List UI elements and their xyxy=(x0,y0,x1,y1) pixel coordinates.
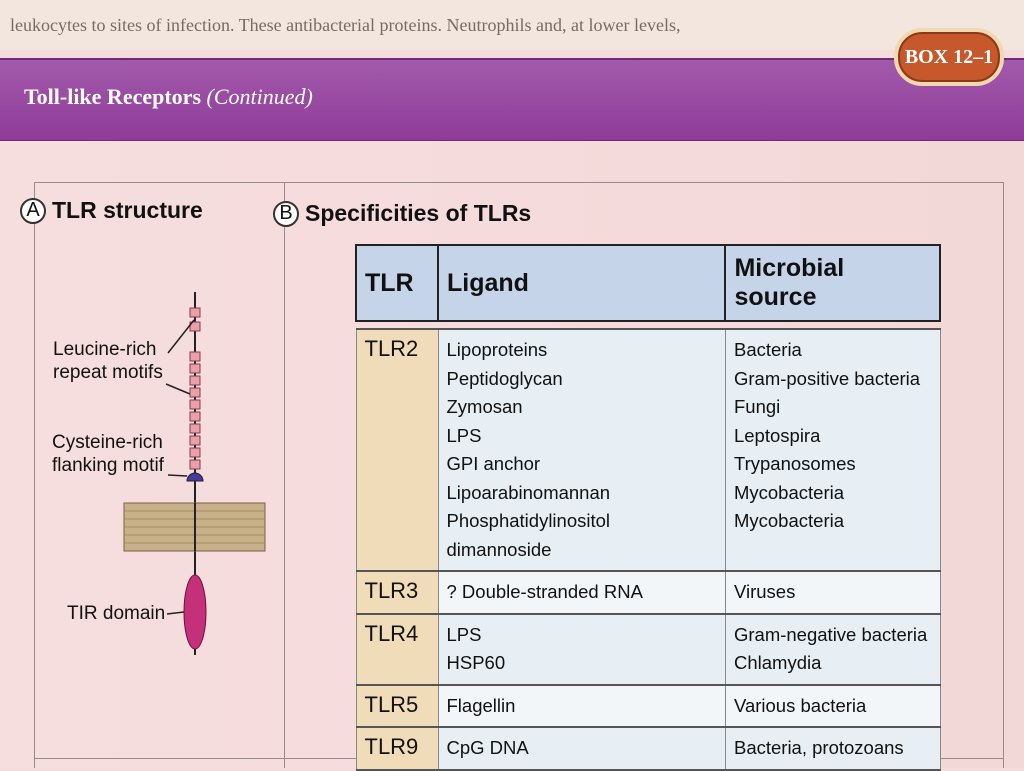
source-cell: Bacteria, protozoans xyxy=(725,727,940,770)
tlr-cell: TLR9 xyxy=(356,727,438,770)
tlr-cell: TLR3 xyxy=(356,571,438,614)
cysteine-motif xyxy=(187,473,203,481)
ligand-cell: ? Double-stranded RNA xyxy=(438,571,725,614)
panel-b-heading xyxy=(273,200,531,227)
ligand-cell: Flagellin xyxy=(438,685,725,728)
ligand-cell: LPS HSP60 xyxy=(438,614,725,685)
ligand-cell: Lipoproteins Peptidoglycan Zymosan LPS GPI anchor Lipoarabinomannan Phosphatidylinositol dimannoside xyxy=(438,329,725,571)
panel-b-title: Specificities of TLRs xyxy=(305,200,532,226)
tlr-cell: TLR2 xyxy=(356,329,438,571)
tir-domain-label: TIR domain xyxy=(67,603,166,624)
source-cell: Gram-negative bacteria Chlamydia xyxy=(725,614,940,685)
source-cell: Bacteria Gram-positive bacteria Fungi Leptospira Trypanosomes Mycobacteria Mycobacteria xyxy=(725,329,940,571)
panel-b-letter: B xyxy=(273,201,299,227)
tir-domain-shape xyxy=(184,575,206,649)
leucine-rich-label: Leucine-rich repeat motifs xyxy=(53,339,163,383)
box-number-badge: BOX 12–1 xyxy=(894,28,1004,86)
source-cell: Viruses xyxy=(725,571,940,614)
table-row xyxy=(356,329,940,571)
table-header-row xyxy=(356,245,940,321)
column-header-ligand: Ligand xyxy=(438,245,725,321)
column-header-source: Microbial source xyxy=(725,245,940,321)
column-header-tlr: TLR xyxy=(356,245,438,321)
cysteine-rich-label: Cysteine-rich flanking motif xyxy=(52,432,164,476)
table-row xyxy=(356,685,940,728)
table-row xyxy=(356,571,940,614)
background-page-text: leukocytes to sites of infection. These antibacterial proteins. Neutrophils and, at lower levels, xyxy=(0,0,1024,50)
source-cell: Various bacteria xyxy=(725,685,940,728)
table-row xyxy=(356,727,940,770)
ligand-cell: CpG DNA xyxy=(438,727,725,770)
tlr-cell: TLR4 xyxy=(356,614,438,685)
tlr-cell: TLR5 xyxy=(356,685,438,728)
tlr-structure-svg xyxy=(0,0,290,768)
tlr-structure-diagram xyxy=(0,0,290,768)
table-row xyxy=(356,614,940,685)
panel-a-letter: A xyxy=(20,198,46,224)
box-title: Toll-like Receptors (Continued) xyxy=(24,84,313,109)
tlr-specificity-table xyxy=(355,244,941,771)
panel-a-title: TLR structure xyxy=(52,197,203,223)
